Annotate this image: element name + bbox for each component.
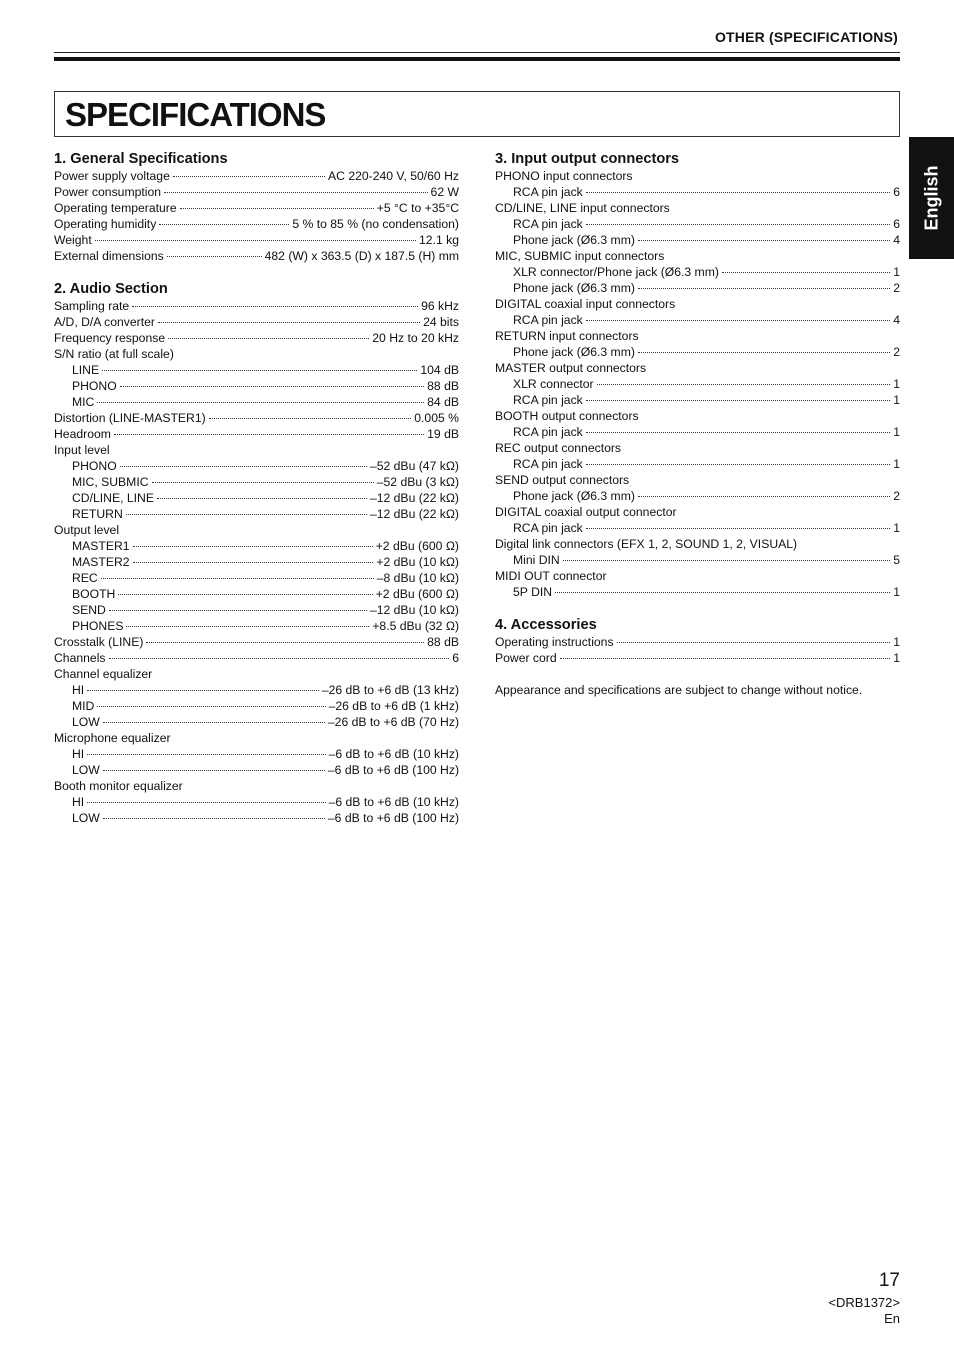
dot-leader <box>87 802 325 803</box>
dot-leader <box>560 658 891 659</box>
spec-value: –26 dB to +6 dB (1 kHz) <box>328 699 459 713</box>
spec-label: PHONES <box>72 619 124 633</box>
spec-label: MIC <box>72 395 95 409</box>
dot-leader <box>159 224 289 225</box>
dot-leader <box>126 514 367 515</box>
spec-row <box>495 376 900 392</box>
dot-leader <box>722 272 890 273</box>
spec-value: –6 dB to +6 dB (10 kHz) <box>328 795 459 809</box>
spec-label: Channels <box>54 651 106 665</box>
spec-label: RCA pin jack <box>513 313 583 327</box>
spec-value: 6 <box>452 651 459 665</box>
dot-leader <box>586 464 890 465</box>
dot-leader <box>109 658 450 659</box>
right-column <box>495 150 900 698</box>
dot-leader <box>87 754 325 755</box>
spec-label: MID <box>72 699 95 713</box>
spec-label: MASTER1 <box>72 539 130 553</box>
spec-label: LOW <box>72 715 100 729</box>
spec-label: Power cord <box>495 651 557 665</box>
dot-leader <box>102 370 417 371</box>
spec-label: Phone jack (Ø6.3 mm) <box>513 345 635 359</box>
spec-label: XLR connector/Phone jack (Ø6.3 mm) <box>513 265 719 279</box>
spec-row <box>54 618 459 634</box>
spec-label: Mini DIN <box>513 553 560 567</box>
spec-label: External dimensions <box>54 249 164 263</box>
spec-value: 1 <box>893 651 900 665</box>
dot-leader <box>120 386 424 387</box>
spec-row <box>54 426 459 442</box>
dot-leader <box>180 208 374 209</box>
spec-value: 4 <box>893 233 900 247</box>
dot-leader <box>103 818 325 819</box>
spec-row <box>495 488 900 504</box>
spec-value: 1 <box>893 521 900 535</box>
spec-group-heading: DIGITAL coaxial output connector <box>495 505 677 519</box>
spec-value: 2 <box>893 281 900 295</box>
spec-group-heading: MASTER output connectors <box>495 361 647 375</box>
spec-value: –12 dBu (22 kΩ) <box>369 491 459 505</box>
spec-value: +5 °C to +35°C <box>376 201 459 215</box>
dot-leader <box>118 594 372 595</box>
spec-value: 84 dB <box>427 395 459 409</box>
spec-label: HI <box>72 747 85 761</box>
spec-row <box>495 520 900 536</box>
page-number: 17 <box>878 1270 900 1291</box>
dot-leader <box>132 306 418 307</box>
spec-value: 2 <box>893 489 900 503</box>
spec-value: 1 <box>893 377 900 391</box>
spec-value: 104 dB <box>420 363 459 377</box>
spec-value: 6 <box>893 217 900 231</box>
spec-row <box>495 232 900 248</box>
spec-row <box>495 424 900 440</box>
doc-code-lang: En <box>884 1311 900 1326</box>
spec-label: Power consumption <box>54 185 162 199</box>
spec-value: 1 <box>893 425 900 439</box>
spec-row <box>495 280 900 296</box>
spec-label: Phone jack (Ø6.3 mm) <box>513 281 635 295</box>
dot-leader <box>157 498 367 499</box>
spec-group-heading: Digital link connectors (EFX 1, 2, SOUND 1, 2, VISUAL) <box>495 537 798 551</box>
spec-row <box>495 344 900 360</box>
spec-label: RCA pin jack <box>513 457 583 471</box>
dot-leader <box>597 384 891 385</box>
spec-label: MASTER2 <box>72 555 130 569</box>
dot-leader <box>167 256 262 257</box>
spec-group-heading: CD/LINE, LINE input connectors <box>495 201 670 215</box>
spec-row <box>54 298 459 314</box>
dot-leader <box>586 528 890 529</box>
spec-value: –12 dBu (10 kΩ) <box>369 603 459 617</box>
spec-group-heading: PHONO input connectors <box>495 169 633 183</box>
spec-value: 5 <box>893 553 900 567</box>
section-title: 1. General Specifications <box>54 151 228 167</box>
spec-row <box>54 602 459 618</box>
section-title: 4. Accessories <box>495 617 597 633</box>
dot-leader <box>617 642 891 643</box>
spec-label: Phone jack (Ø6.3 mm) <box>513 233 635 247</box>
spec-group-heading: MIC, SUBMIC input connectors <box>495 249 665 263</box>
spec-row <box>495 634 900 650</box>
spec-value: 20 Hz to 20 kHz <box>372 331 459 345</box>
spec-label: RCA pin jack <box>513 425 583 439</box>
spec-value: 5 % to 85 % (no condensation) <box>292 217 459 231</box>
spec-row <box>54 458 459 474</box>
spec-row <box>54 538 459 554</box>
language-tab <box>909 137 954 259</box>
spec-row <box>54 232 459 248</box>
spec-row <box>54 330 459 346</box>
spec-label: Frequency response <box>54 331 166 345</box>
spec-row <box>54 634 459 650</box>
spec-row <box>54 746 459 762</box>
spec-row <box>495 456 900 472</box>
dot-leader <box>133 546 373 547</box>
spec-value: 2 <box>893 345 900 359</box>
spec-group-heading: MIDI OUT connector <box>495 569 607 583</box>
document-code <box>828 1295 900 1327</box>
running-header: OTHER (SPECIFICATIONS) <box>714 29 898 45</box>
dot-leader <box>638 496 890 497</box>
dot-leader <box>586 432 890 433</box>
dot-leader <box>133 562 374 563</box>
dot-leader <box>103 722 325 723</box>
spec-value: 0.005 % <box>414 411 459 425</box>
spec-label: PHONO <box>72 379 117 393</box>
language-tab-label: English <box>921 165 941 231</box>
dot-leader <box>158 322 420 323</box>
spec-group-heading: Booth monitor equalizer <box>54 779 183 793</box>
spec-row <box>54 650 459 666</box>
spec-label: A/D, D/A converter <box>54 315 155 329</box>
spec-group-heading: BOOTH output connectors <box>495 409 639 423</box>
dot-leader <box>586 224 890 225</box>
spec-label: PHONO <box>72 459 117 473</box>
spec-value: +2 dBu (10 kΩ) <box>376 555 459 569</box>
section-gap <box>495 666 900 682</box>
spec-label: Weight <box>54 233 92 247</box>
spec-label: RETURN <box>72 507 123 521</box>
spec-label: SEND <box>72 603 106 617</box>
spec-value: 6 <box>893 185 900 199</box>
spec-value: –52 dBu (3 kΩ) <box>376 475 459 489</box>
spec-value: +2 dBu (600 Ω) <box>375 587 459 601</box>
spec-label: RCA pin jack <box>513 217 583 231</box>
disclaimer-note: Appearance and specifications are subject to change without notice. <box>495 683 863 697</box>
spec-label: Crosstalk (LINE) <box>54 635 144 649</box>
section-title: 2. Audio Section <box>54 281 168 297</box>
spec-value: –12 dBu (22 kΩ) <box>369 507 459 521</box>
spec-row <box>54 762 459 778</box>
spec-label: LINE <box>72 363 100 377</box>
spec-value: 62 W <box>430 185 459 199</box>
spec-row <box>54 794 459 810</box>
spec-row <box>495 552 900 568</box>
spec-value: –6 dB to +6 dB (100 Hz) <box>327 763 459 777</box>
spec-value: 88 dB <box>427 635 459 649</box>
dot-leader <box>126 626 369 627</box>
dot-leader <box>97 706 325 707</box>
dot-leader <box>95 240 416 241</box>
spec-label: Power supply voltage <box>54 169 170 183</box>
spec-value: 1 <box>893 393 900 407</box>
spec-label: HI <box>72 683 85 697</box>
spec-label: Phone jack (Ø6.3 mm) <box>513 489 635 503</box>
spec-group-heading: Microphone equalizer <box>54 731 171 745</box>
spec-row <box>54 394 459 410</box>
spec-label: Operating humidity <box>54 217 157 231</box>
dot-leader <box>114 434 424 435</box>
header-rule-thin <box>54 52 900 53</box>
spec-row <box>495 264 900 280</box>
spec-value: 482 (W) x 363.5 (D) x 187.5 (H) mm <box>264 249 459 263</box>
dot-leader <box>563 560 890 561</box>
spec-value: –6 dB to +6 dB (10 kHz) <box>328 747 459 761</box>
section-title: 3. Input output connectors <box>495 151 680 167</box>
spec-row <box>54 362 459 378</box>
dot-leader <box>638 288 890 289</box>
spec-value: 4 <box>893 313 900 327</box>
spec-row <box>54 168 459 184</box>
section-gap <box>54 264 459 280</box>
spec-value: 12.1 kg <box>419 233 459 247</box>
title-box <box>54 91 900 137</box>
page-title: SPECIFICATIONS <box>65 96 326 133</box>
spec-row <box>54 378 459 394</box>
spec-label: Distortion (LINE-MASTER1) <box>54 411 206 425</box>
dot-leader <box>586 400 890 401</box>
dot-leader <box>87 690 319 691</box>
spec-row <box>54 410 459 426</box>
spec-label: Operating instructions <box>495 635 614 649</box>
spec-group-heading: SEND output connectors <box>495 473 630 487</box>
left-column <box>54 150 459 826</box>
spec-row <box>54 810 459 826</box>
doc-code-id: <DRB1372> <box>828 1295 900 1310</box>
spec-row <box>495 312 900 328</box>
spec-value: 1 <box>893 585 900 599</box>
spec-label: RCA pin jack <box>513 393 583 407</box>
spec-value: 19 dB <box>427 427 459 441</box>
dot-leader <box>120 466 367 467</box>
spec-group-heading: Input level <box>54 443 110 457</box>
dot-leader <box>152 482 374 483</box>
spec-label: RCA pin jack <box>513 185 583 199</box>
dot-leader <box>586 320 890 321</box>
spec-value: 1 <box>893 457 900 471</box>
spec-value: –26 dB to +6 dB (13 kHz) <box>321 683 459 697</box>
dot-leader <box>146 642 424 643</box>
spec-label: CD/LINE, LINE <box>72 491 154 505</box>
spec-row <box>495 392 900 408</box>
dot-leader <box>555 592 890 593</box>
dot-leader <box>168 338 369 339</box>
spec-label: LOW <box>72 763 100 777</box>
spec-row <box>54 216 459 232</box>
spec-row <box>54 570 459 586</box>
dot-leader <box>97 402 424 403</box>
spec-row <box>54 490 459 506</box>
spec-label: LOW <box>72 811 100 825</box>
spec-row <box>54 506 459 522</box>
spec-label: XLR connector <box>513 377 594 391</box>
spec-value: –8 dBu (10 kΩ) <box>376 571 459 585</box>
spec-value: –26 dB to +6 dB (70 Hz) <box>327 715 459 729</box>
spec-label: MIC, SUBMIC <box>72 475 149 489</box>
dot-leader <box>103 770 325 771</box>
spec-label: Headroom <box>54 427 111 441</box>
spec-label: Operating temperature <box>54 201 177 215</box>
dot-leader <box>586 192 890 193</box>
spec-row <box>495 650 900 666</box>
dot-leader <box>638 352 890 353</box>
spec-label: 5P DIN <box>513 585 553 599</box>
spec-row <box>54 248 459 264</box>
spec-value: AC 220-240 V, 50/60 Hz <box>328 169 459 183</box>
spec-value: 96 kHz <box>421 299 459 313</box>
spec-label: Sampling rate <box>54 299 130 313</box>
spec-label: HI <box>72 795 85 809</box>
spec-row <box>495 216 900 232</box>
spec-row <box>54 474 459 490</box>
spec-value: –6 dB to +6 dB (100 Hz) <box>327 811 459 825</box>
spec-label: REC <box>72 571 98 585</box>
dot-leader <box>209 418 412 419</box>
spec-group-heading: S/N ratio (at full scale) <box>54 347 174 361</box>
dot-leader <box>109 610 367 611</box>
spec-label: RCA pin jack <box>513 521 583 535</box>
spec-value: 88 dB <box>427 379 459 393</box>
dot-leader <box>173 176 325 177</box>
spec-row <box>54 682 459 698</box>
spec-row <box>54 200 459 216</box>
spec-group-heading: RETURN input connectors <box>495 329 639 343</box>
header-rule-thick <box>54 57 900 61</box>
spec-group-heading: REC output connectors <box>495 441 622 455</box>
spec-value: +8.5 dBu (32 Ω) <box>372 619 459 633</box>
spec-row <box>54 586 459 602</box>
dot-leader <box>164 192 428 193</box>
spec-value: –52 dBu (47 kΩ) <box>369 459 459 473</box>
spec-label: BOOTH <box>72 587 116 601</box>
spec-value: 1 <box>893 635 900 649</box>
spec-value: +2 dBu (600 Ω) <box>375 539 459 553</box>
section-gap <box>495 600 900 616</box>
spec-value: 24 bits <box>423 315 459 329</box>
spec-row <box>54 184 459 200</box>
spec-row <box>54 714 459 730</box>
spec-row <box>495 184 900 200</box>
spec-group-heading: Output level <box>54 523 120 537</box>
spec-row <box>54 698 459 714</box>
spec-group-heading: DIGITAL coaxial input connectors <box>495 297 676 311</box>
spec-row <box>54 554 459 570</box>
spec-row <box>54 314 459 330</box>
dot-leader <box>101 578 374 579</box>
spec-row <box>495 584 900 600</box>
spec-group-heading: Channel equalizer <box>54 667 153 681</box>
spec-value: 1 <box>893 265 900 279</box>
dot-leader <box>638 240 890 241</box>
